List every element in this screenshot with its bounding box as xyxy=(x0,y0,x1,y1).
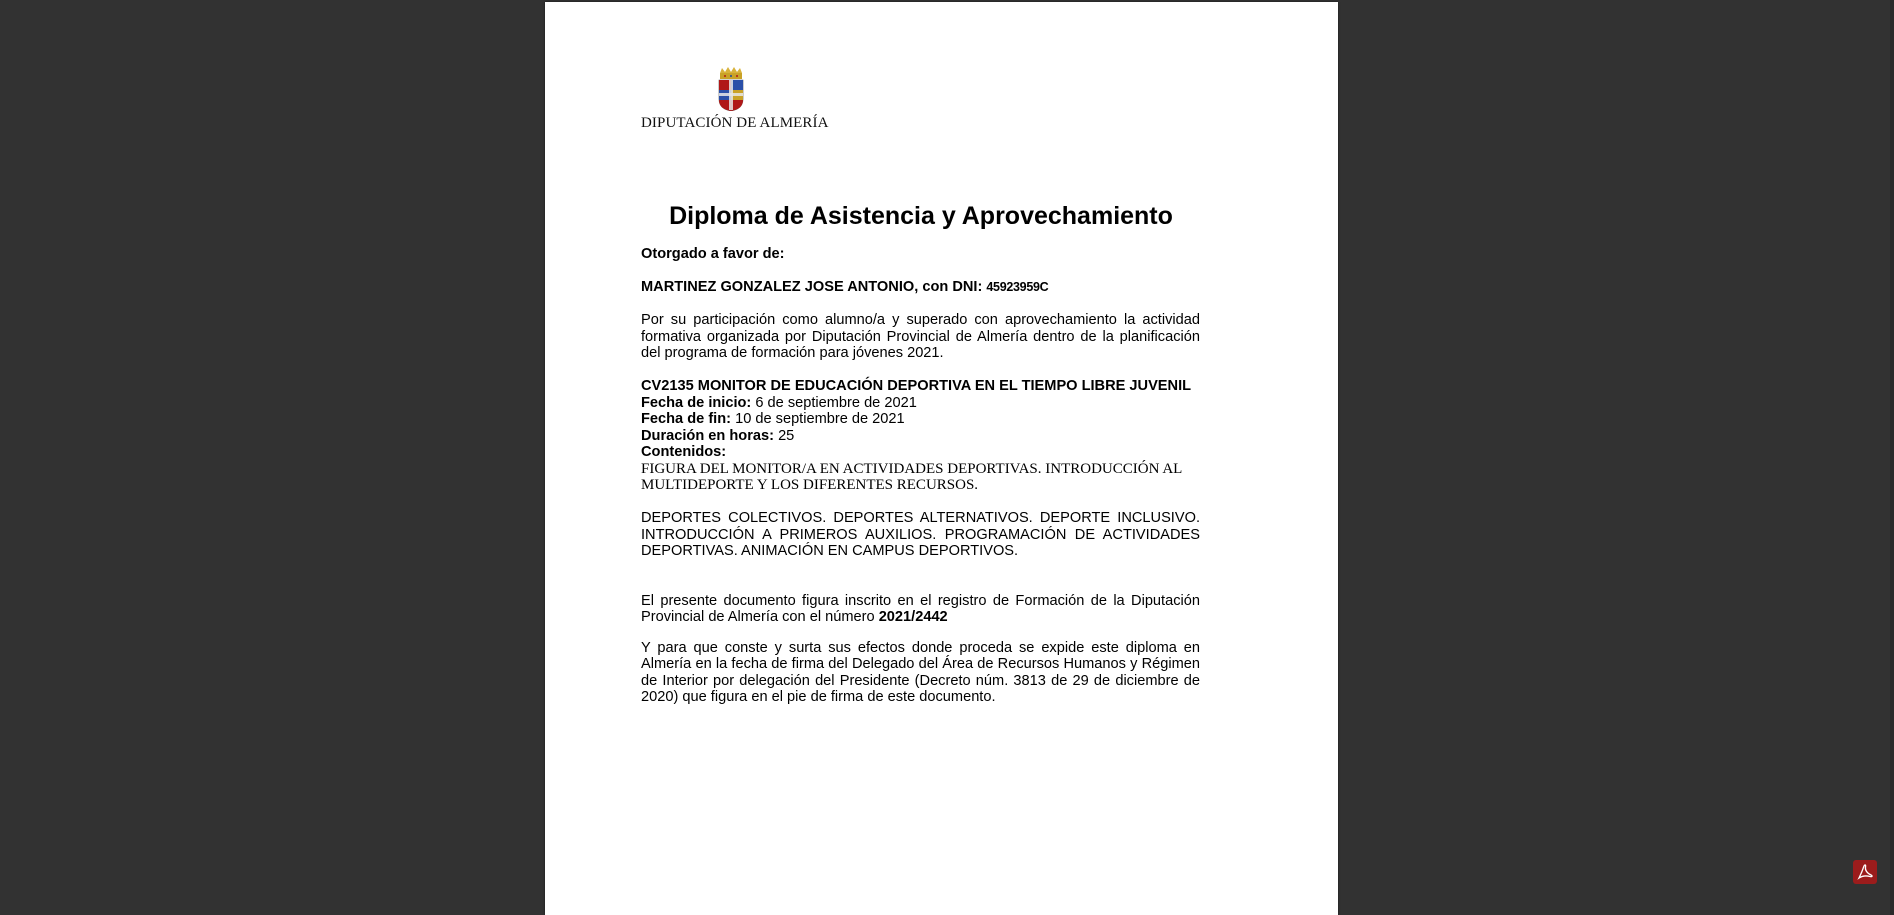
contents-label: Contenidos: xyxy=(641,444,727,460)
registry-text xyxy=(641,593,1200,626)
contents-block-1: FIGURA DEL MONITOR/A EN ACTIVIDADES DEPORTIVAS. INTRODUCCIÓN AL MULTIDEPORTE Y LOS DIFERENTES RECURSOS. xyxy=(641,460,1182,493)
recipient-name: MARTINEZ GONZALEZ JOSE ANTONIO, con DNI: xyxy=(641,279,983,295)
end-date-value: 10 de septiembre de 2021 xyxy=(735,411,905,427)
scrollbar[interactable] xyxy=(1890,0,1894,915)
registry-sentence: El presente documento figura inscrito en el registro de Formación de la Diputación Provincial de Almería con el número xyxy=(641,592,1200,625)
diploma-body xyxy=(641,246,1200,706)
registry-number: 2021/2442 xyxy=(878,609,948,625)
end-date-line xyxy=(641,411,1200,428)
start-date-value: 6 de septiembre de 2021 xyxy=(755,394,917,411)
recipient-dni: 45923959C xyxy=(986,280,1049,294)
contents-block-2: DEPORTES COLECTIVOS. DEPORTES ALTERNATIVOS. DEPORTE INCLUSIVO. INTRODUCCIÓN A PRIMEROS AUXILIOS. PROGRAMACIÓN DE ACTIVIDADES DEPORTIVAS. ANIMACIÓN EN CAMPUS DEPORTIVOS. xyxy=(641,510,1200,559)
hours-value: 25 xyxy=(778,427,795,444)
end-date-label: Fecha de fin: xyxy=(641,411,732,427)
course-title: CV2135 MONITOR DE EDUCACIÓN DEPORTIVA EN EL TIEMPO LIBRE JUVENIL xyxy=(641,378,1192,394)
diploma-title: Diploma de Asistencia y Aprovechamiento xyxy=(669,202,1173,230)
acrobat-icon[interactable] xyxy=(1853,860,1877,884)
closing-text: Y para que conste y surta sus efectos donde proceda se expide este diploma en Almería en la fecha de firma del Delegado del Área de Recursos Humanos y Régimen de Interior por delegación del Presidente (Decreto núm. 3813 de 29 de diciembre de 2020) que figura en el pie de firma de este documento. xyxy=(641,639,1200,705)
coat-of-arms-icon xyxy=(717,67,745,111)
logo-text: DIPUTACIÓN DE ALMERÍA xyxy=(641,115,829,131)
hours-label: Duración en horas: xyxy=(641,427,774,444)
granted-label: Otorgado a favor de: xyxy=(641,246,785,262)
document-page xyxy=(545,2,1338,915)
participation-text: Por su participación como alumno/a y superado con aprovechamiento la actividad formativa organizada por Diputación Provincial de Almería dentro de la planificación del programa de formación para jóvenes 2021. xyxy=(641,312,1200,361)
recipient-line xyxy=(641,279,1200,296)
start-date-label: Fecha de inicio: xyxy=(641,394,752,411)
hours-line xyxy=(641,428,1200,445)
start-date-line xyxy=(641,395,1200,412)
institution-logo xyxy=(641,67,829,132)
